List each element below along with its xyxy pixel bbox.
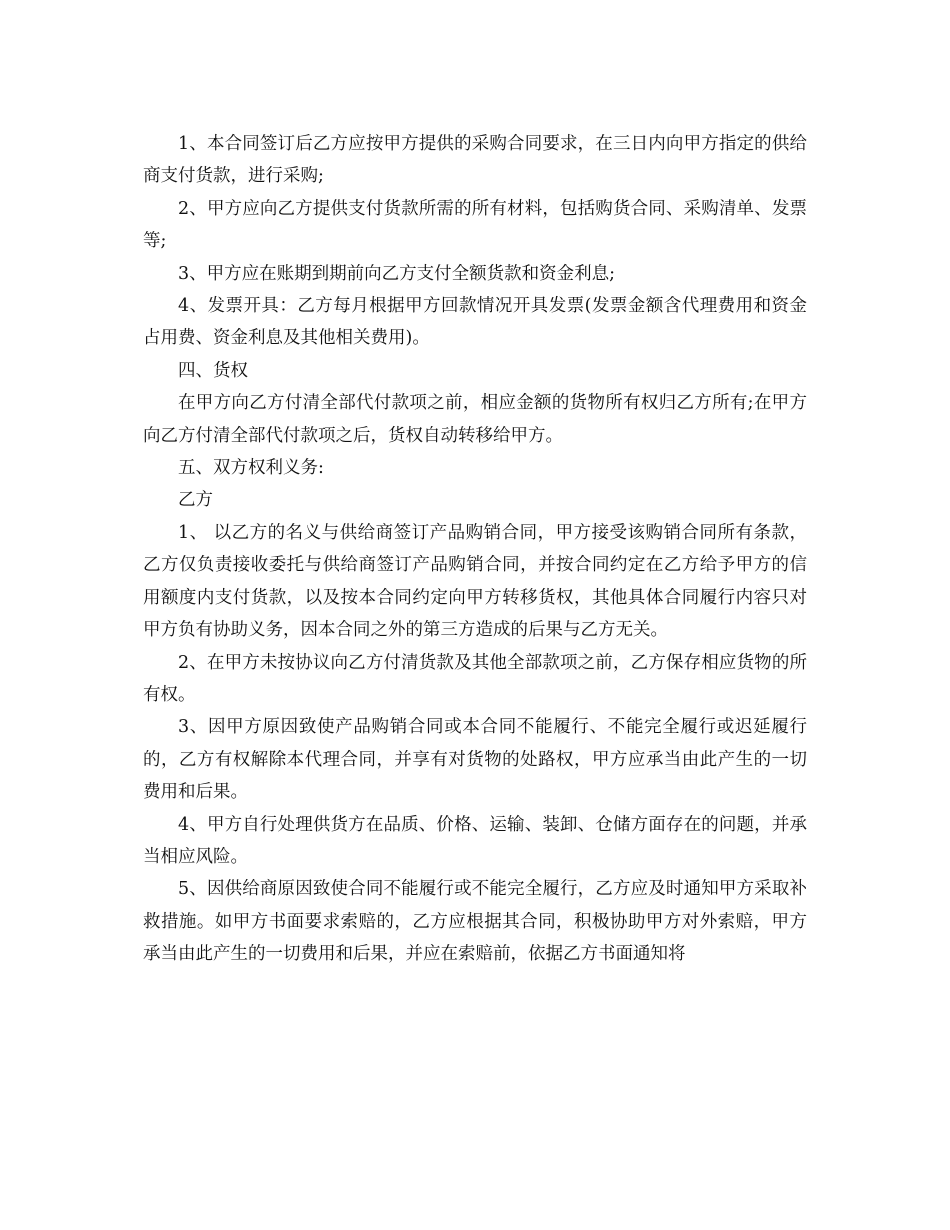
party-b-clause-1: 1、 以乙方的名义与供给商签订产品购销合同，甲方接受该购销合同所有条款，乙方仅负责接收委托与供给商签订产品购销合同，并按合同约定在乙方给予甲方的信用额度内支付货款，以及按本合同约定向甲方转移货权，其他具体合同履行内容只对甲方负有协助义务，因本合同之外的第三方造成的后果与乙方无关。 [143,522,807,641]
party-b-clause-5: 5、因供给商原因致使合同不能履行或不能完全履行，乙方应及时通知甲方采取补救措施。如甲方书面要求索赔的，乙方应根据其合同，积极协助甲方对外索赔，甲方承当由此产生的一切费用和后果，并应在索赔前，依据乙方书面通知将 [143,879,807,965]
clause-3-paragraph: 3、甲方应在账期到期前向乙方支付全额货款和资金利息; [178,263,616,284]
party-b-clause-2: 2、在甲方未按协议向乙方付清货款及其他全部款项之前，乙方保存相应货物的所有权。 [143,652,807,705]
clause-4-paragraph: 4、发票开具：乙方每月根据甲方回款情况开具发票(发票金额含代理费用和资金占用费、资金利息及其他相关费用)。 [143,296,807,349]
party-b-clause-3: 3、因甲方原因致使产品购销合同或本合同不能履行、不能完全履行或迟延履行的，乙方有权解除本代理合同，并享有对货物的处路权，甲方应承当由此产生的一切费用和后果。 [143,717,807,803]
clause-1-paragraph: 1、本合同签订后乙方应按甲方提供的采购合同要求，在三日内向甲方指定的供给商支付货款，进行采购; [143,134,807,187]
section-heading-goods-rights: 四、货权 [178,360,248,381]
section-heading-rights-obligations: 五、双方权利义务: [178,458,324,479]
goods-rights-paragraph: 在甲方向乙方付清全部代付款项之前，相应金额的货物所有权归乙方所有;在甲方向乙方付清全部代付款项之后，货权自动转移给甲方。 [143,393,807,446]
clause-2-paragraph: 2、甲方应向乙方提供支付货款所需的所有材料，包括购货合同、采购清单、发票等; [143,198,807,252]
party-b-heading: 乙方 [178,490,213,511]
party-b-clause-4: 4、甲方自行处理供货方在品质、价格、运输、装卸、仓储方面存在的问题，并承当相应风险。 [143,814,807,867]
document-body [143,128,807,971]
